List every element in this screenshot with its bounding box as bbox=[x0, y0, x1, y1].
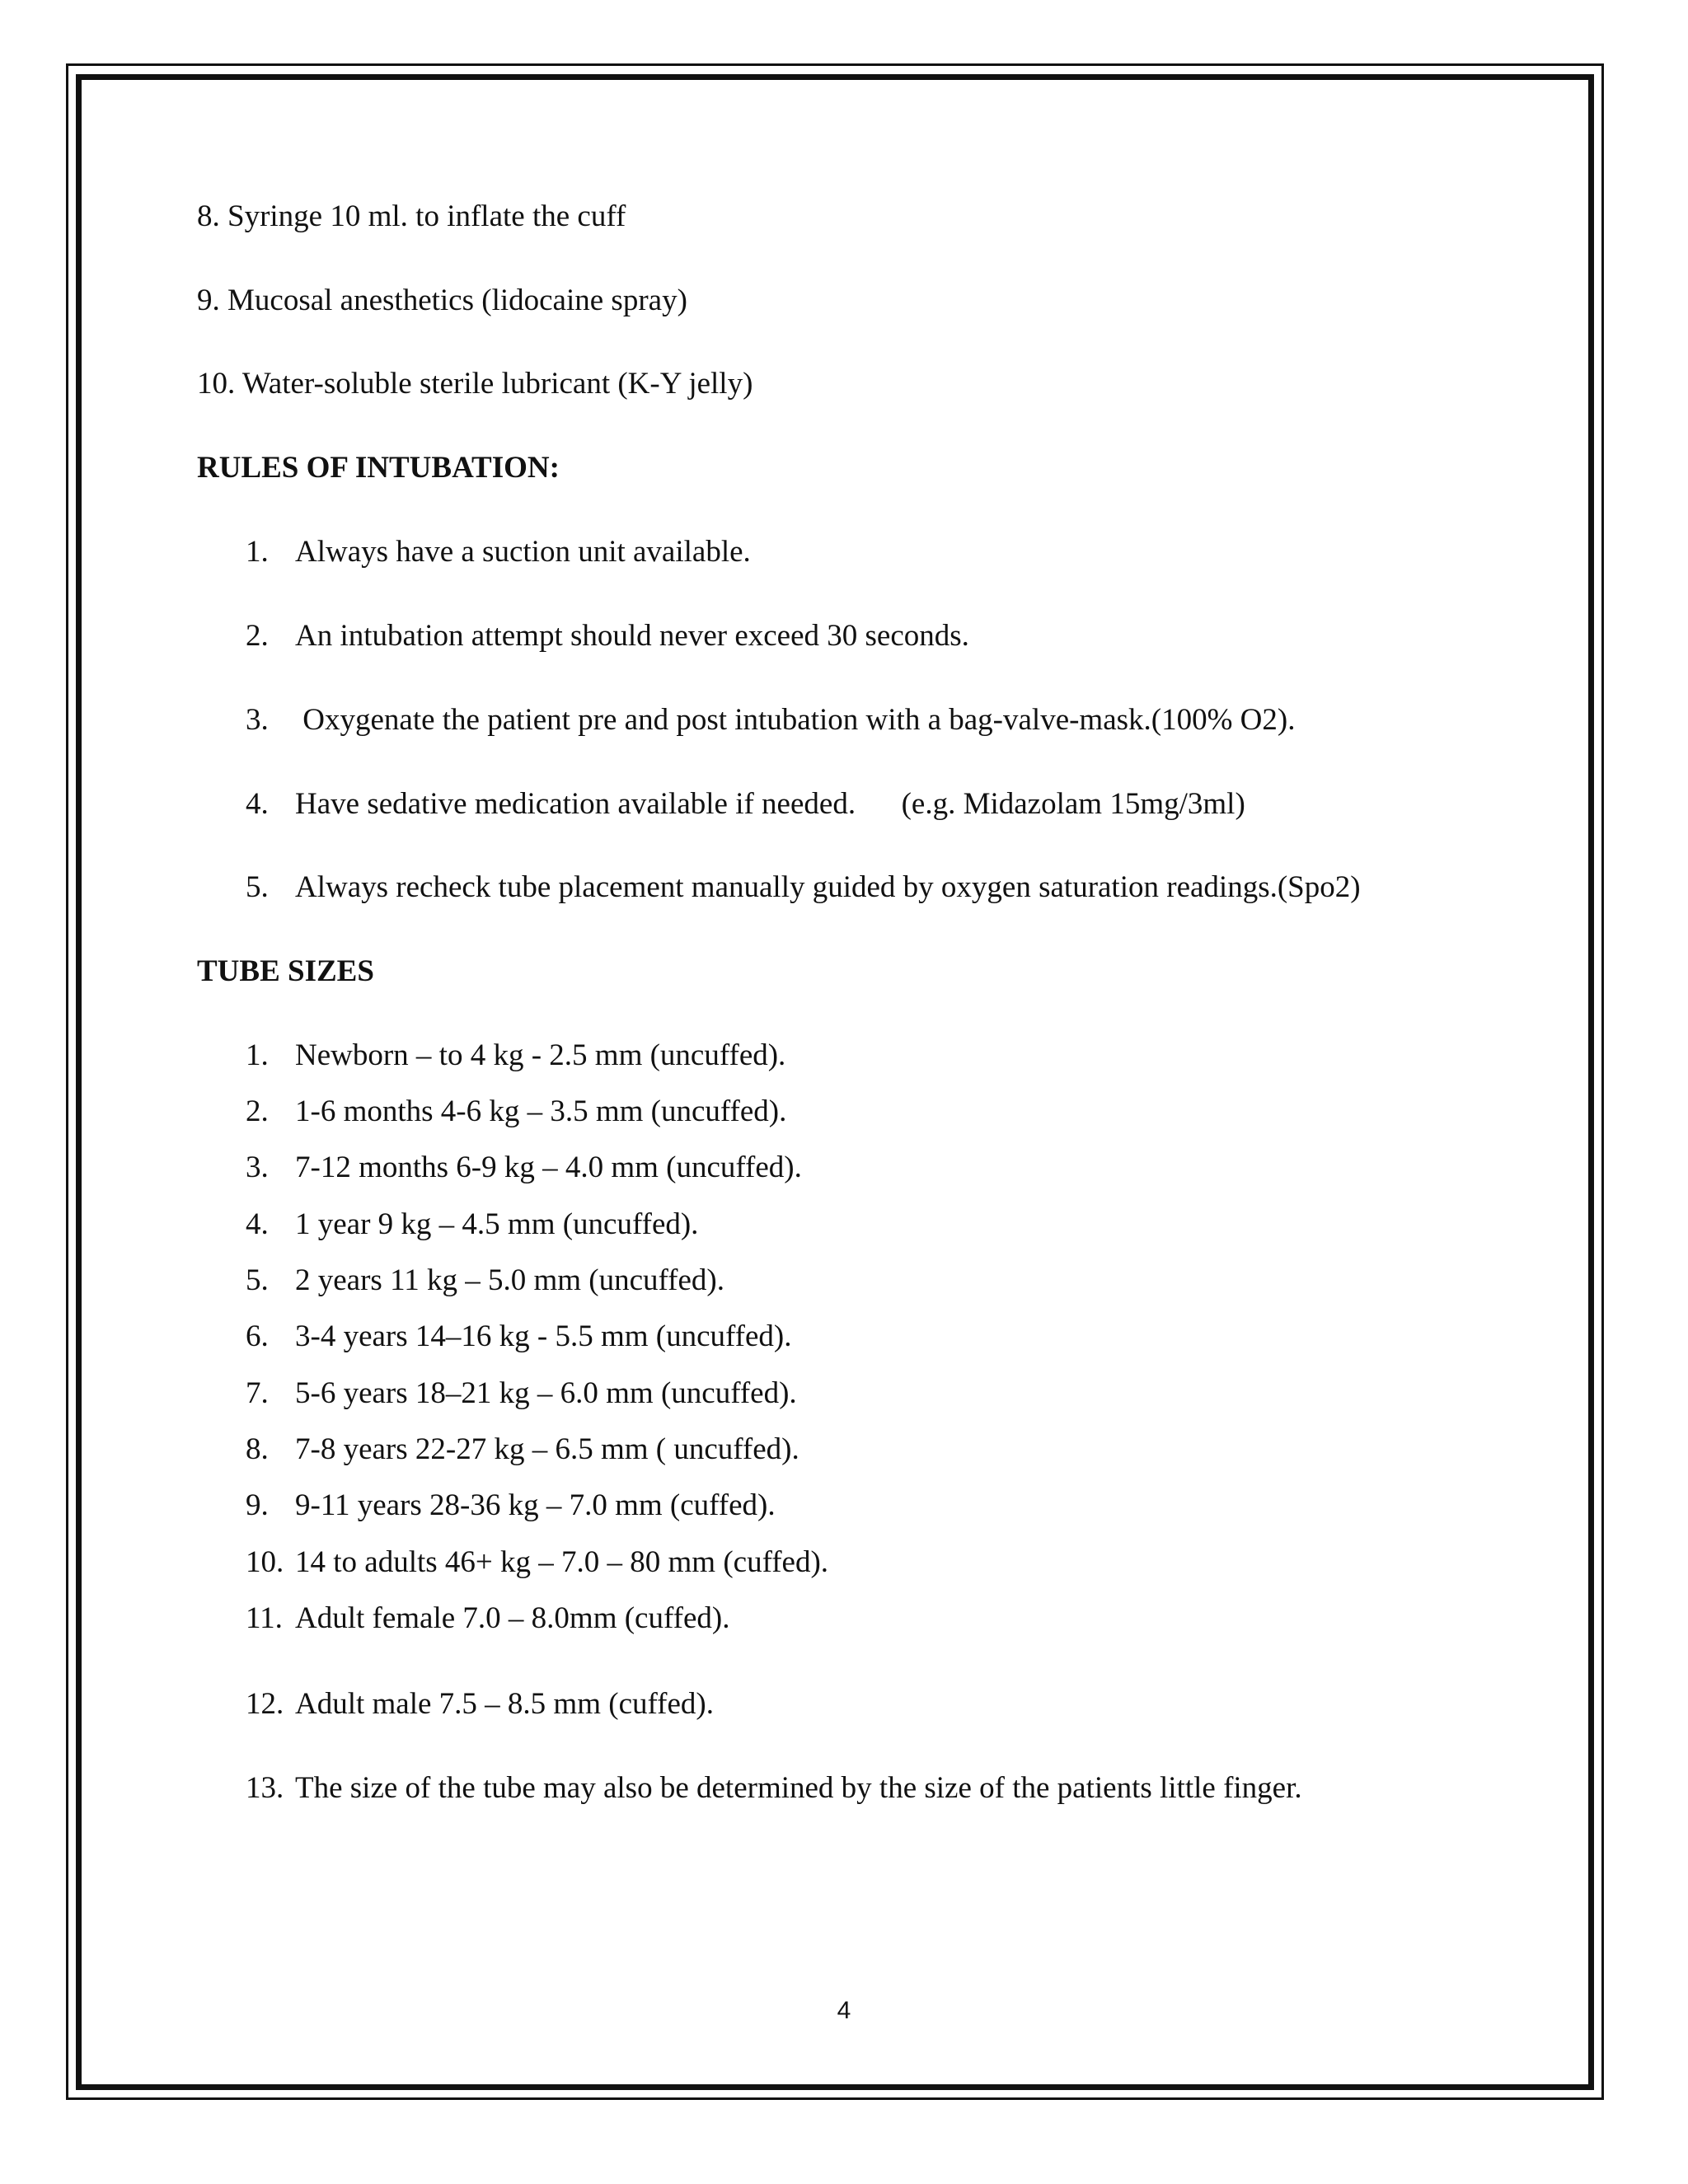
list-text: 5-6 years 18–21 kg – 6.0 mm (uncuffed). bbox=[295, 1376, 797, 1410]
list-text: Have sedative medication available if needed. (e.g. Midazolam 15mg/3ml) bbox=[295, 787, 1245, 821]
list-text: Oxygenate the patient pre and post intubation with a bag-valve-mask.(100% O2). bbox=[295, 703, 1296, 737]
list-number: 1. bbox=[246, 535, 269, 569]
tube-sizes-heading: TUBE SIZES bbox=[197, 954, 374, 988]
list-text: 9-11 years 28-36 kg – 7.0 mm (cuffed). bbox=[295, 1488, 776, 1522]
list-number: 4. bbox=[246, 1207, 269, 1241]
list-number: 4. bbox=[246, 787, 269, 821]
list-text: 7-8 years 22-27 kg – 6.5 mm ( uncuffed). bbox=[295, 1432, 799, 1466]
equipment-item-8: 8. Syringe 10 ml. to inflate the cuff bbox=[197, 199, 626, 233]
list-number: 2. bbox=[246, 1094, 269, 1128]
list-number: 2. bbox=[246, 619, 269, 653]
equipment-item-9: 9. Mucosal anesthetics (lidocaine spray) bbox=[197, 284, 687, 317]
list-text: 7-12 months 6-9 kg – 4.0 mm (uncuffed). bbox=[295, 1151, 802, 1184]
list-text: 2 years 11 kg – 5.0 mm (uncuffed). bbox=[295, 1263, 724, 1297]
list-text: 1 year 9 kg – 4.5 mm (uncuffed). bbox=[295, 1207, 699, 1241]
page-number: 4 bbox=[837, 1997, 851, 2024]
list-text: Adult female 7.0 – 8.0mm (cuffed). bbox=[295, 1601, 730, 1635]
list-text: 3-4 years 14–16 kg - 5.5 mm (uncuffed). bbox=[295, 1319, 792, 1353]
list-text: 14 to adults 46+ kg – 7.0 – 80 mm (cuffed). bbox=[295, 1545, 829, 1579]
list-number: 1. bbox=[246, 1038, 269, 1072]
list-number: 5. bbox=[246, 1263, 269, 1297]
list-number: 8. bbox=[246, 1432, 269, 1466]
list-number: 11. bbox=[246, 1601, 283, 1635]
list-text: The size of the tube may also be determined by the size of the patients little finger. bbox=[295, 1771, 1302, 1805]
list-number: 7. bbox=[246, 1376, 269, 1410]
list-number: 5. bbox=[246, 870, 269, 904]
list-number: 13. bbox=[246, 1771, 284, 1805]
list-number: 12. bbox=[246, 1687, 284, 1721]
list-text: Newborn – to 4 kg - 2.5 mm (uncuffed). bbox=[295, 1038, 786, 1072]
list-text: Always have a suction unit available. bbox=[295, 535, 751, 569]
list-text: 1-6 months 4-6 kg – 3.5 mm (uncuffed). bbox=[295, 1094, 787, 1128]
list-number: 9. bbox=[246, 1488, 269, 1522]
rules-heading: RULES OF INTUBATION: bbox=[197, 451, 560, 485]
list-number: 10. bbox=[246, 1545, 284, 1579]
list-text: An intubation attempt should never exceed 30 seconds. bbox=[295, 619, 969, 653]
list-number: 6. bbox=[246, 1319, 269, 1353]
list-text: Always recheck tube placement manually guided by oxygen saturation readings.(Spo2) bbox=[295, 870, 1361, 904]
equipment-item-10: 10. Water-soluble sterile lubricant (K-Y jelly) bbox=[197, 367, 753, 401]
list-text: Adult male 7.5 – 8.5 mm (cuffed). bbox=[295, 1687, 714, 1721]
list-number: 3. bbox=[246, 703, 269, 737]
list-number: 3. bbox=[246, 1151, 269, 1184]
